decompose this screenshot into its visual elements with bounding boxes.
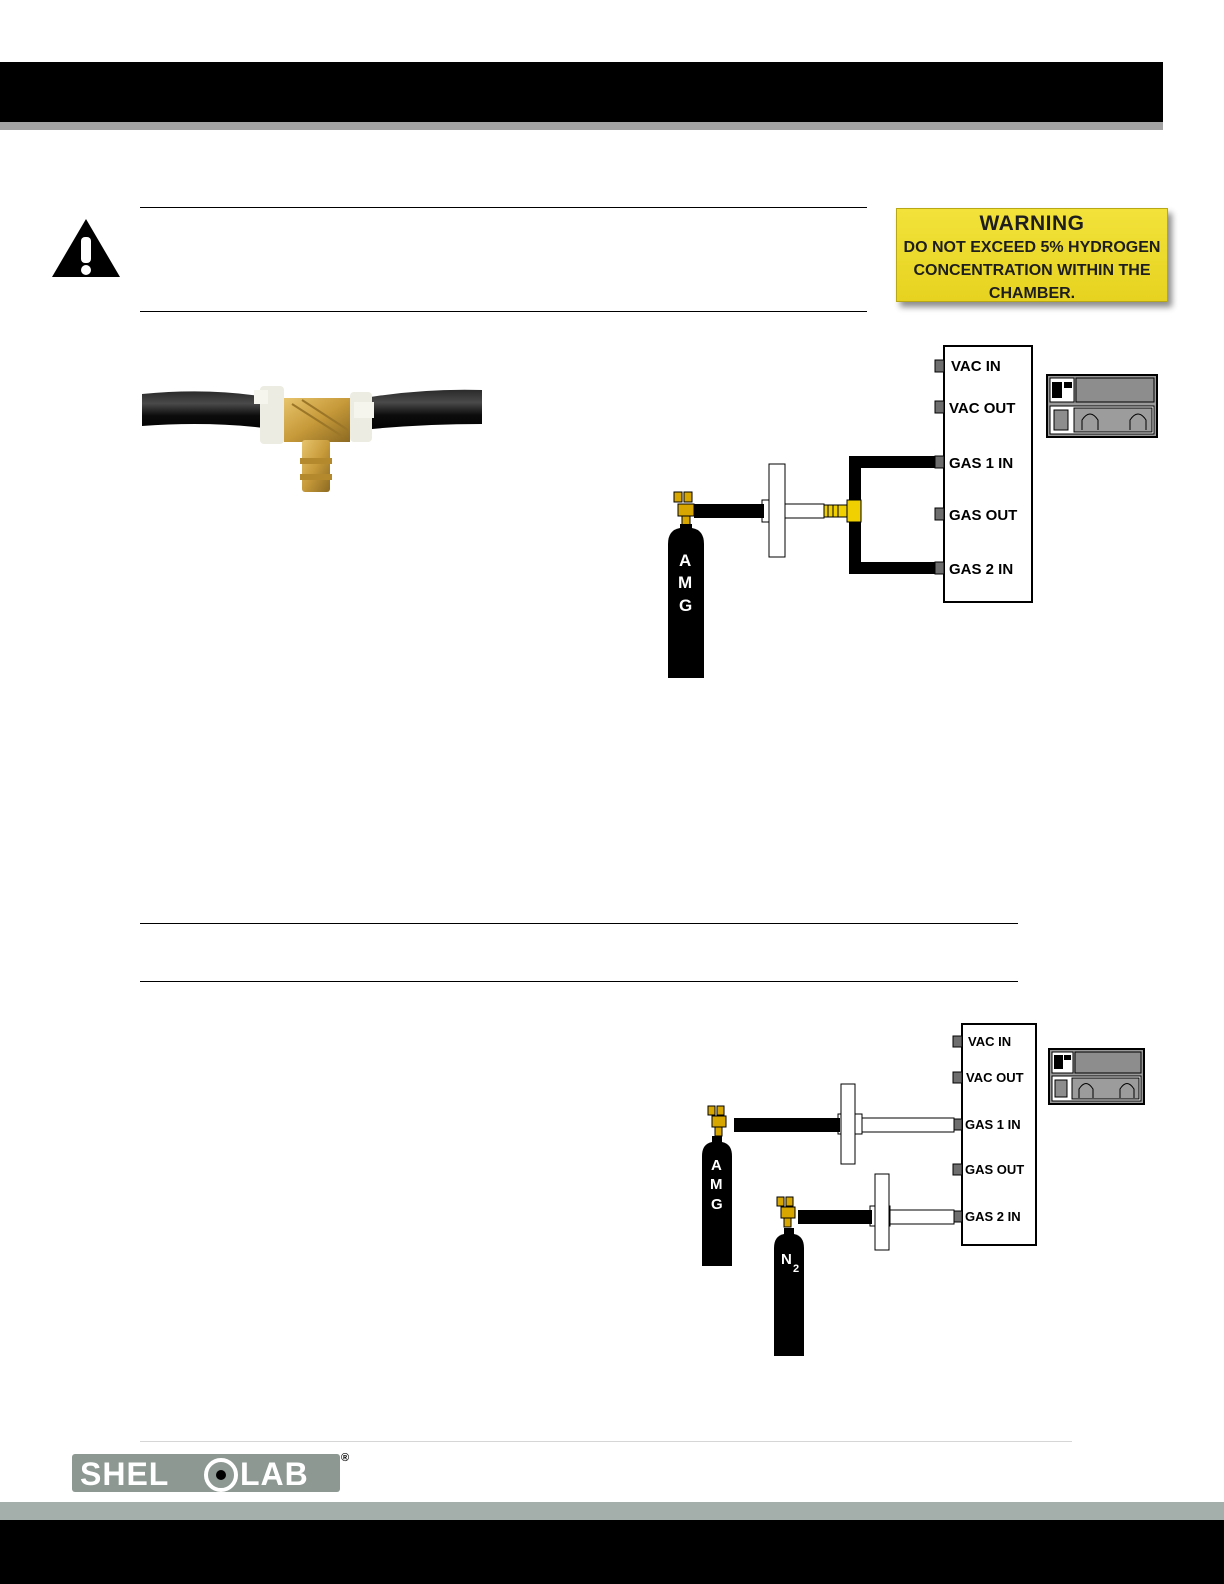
registered-mark: ®: [341, 1452, 350, 1464]
port-label-vac-out: VAC OUT: [949, 400, 1016, 417]
logo-text-shel: SHEL: [80, 1456, 170, 1492]
footer-gray-bar: [0, 1502, 1224, 1520]
cyl1-label-m: M: [710, 1176, 723, 1193]
warning-label-line1: DO NOT EXCEED 5% HYDROGEN: [903, 239, 1161, 256]
port2-label-gas-2-in: GAS 2 IN: [965, 1209, 1021, 1224]
port-label-gas-out: GAS OUT: [949, 507, 1018, 524]
port2-label-gas-1-in: GAS 1 IN: [965, 1117, 1021, 1132]
cyl1-label-a: A: [711, 1157, 722, 1174]
header-bar: [0, 62, 1163, 122]
cyl2-label-subscript: 2: [793, 1263, 800, 1275]
header-underline: [0, 122, 1163, 130]
footer-black-bar: [0, 1520, 1224, 1584]
shellab-logo: [72, 1454, 340, 1492]
port-label-gas-1-in: GAS 1 IN: [949, 455, 1014, 472]
amg-and-n2-diagram: [698, 1018, 1044, 1360]
logo-text-lab: LAB: [240, 1456, 309, 1492]
cylinder-label-m: M: [678, 573, 693, 592]
note-bottom-rule: [140, 981, 1018, 982]
glovebox-icon-2: [1048, 1048, 1146, 1106]
warning-bottom-rule: [140, 311, 867, 312]
cylinder-label-g: G: [679, 596, 693, 615]
logo-circle-icon: [204, 1458, 238, 1492]
footer-rule: [140, 1441, 1072, 1442]
note-top-rule: [140, 923, 1018, 924]
port2-label-vac-out: VAC OUT: [966, 1070, 1024, 1085]
tee-fitting-photo: [142, 380, 482, 505]
hydrogen-warning-label: [896, 208, 1168, 302]
port-label-vac-in: VAC IN: [951, 358, 1001, 375]
glovebox-icon: [1046, 374, 1160, 440]
warning-top-rule: [140, 207, 867, 208]
warning-label-line3: CHAMBER.: [988, 285, 1076, 302]
cyl1-label-g: G: [711, 1196, 723, 1213]
port2-label-gas-out: GAS OUT: [965, 1162, 1025, 1177]
warning-label-title: WARNING: [979, 212, 1085, 235]
port2-label-vac-in: VAC IN: [968, 1034, 1012, 1049]
cyl2-label-n: N: [781, 1251, 792, 1268]
warning-triangle-icon: [50, 217, 122, 279]
cylinder-label-a: A: [679, 551, 692, 570]
warning-label-line2: CONCENTRATION WITHIN THE: [913, 262, 1151, 279]
port-label-gas-2-in: GAS 2 IN: [949, 561, 1014, 578]
